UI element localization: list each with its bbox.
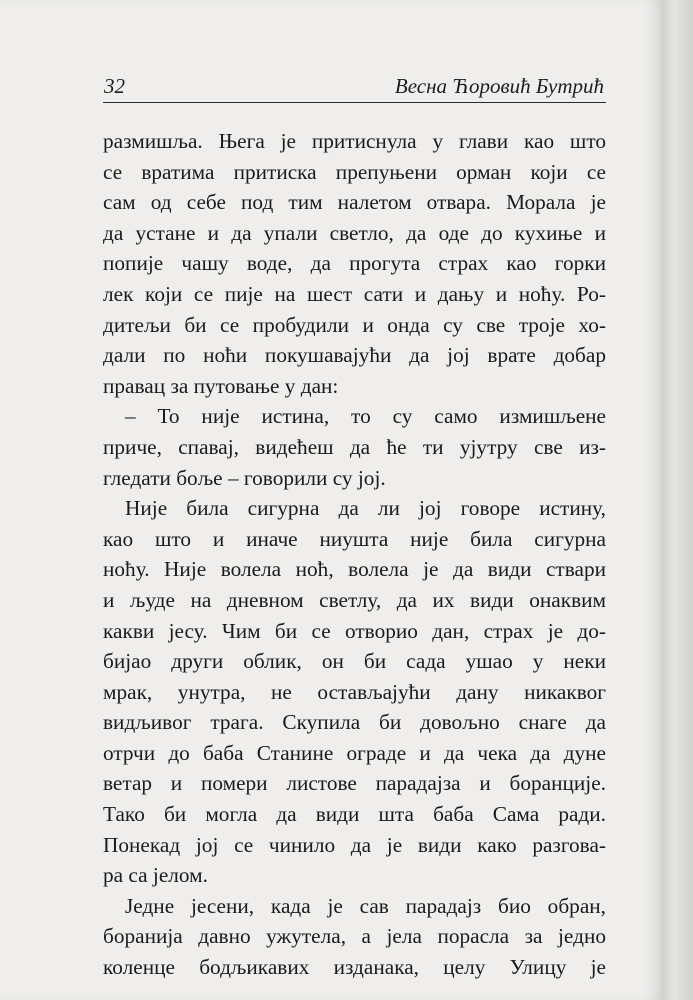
text-line: коленце бодљикавих изданака, целу Улицу је [103,955,606,980]
text-line: да устане и да упали светло, да оде до кухиње и [103,220,606,245]
page-number: 32 [104,74,125,98]
page-edge-shadow [662,0,693,1000]
text-line: Понекад јој се чинило да је види како разгова- [103,832,606,857]
text-line: гледати боље – говорили су јој. [103,465,386,490]
text-line: – То није истина, то су само измишљене [125,404,606,429]
text-line: отрчи до баба Станине ограде и да чека да дуне [103,740,606,765]
text-line: размишља. Њега је притиснула у глави као што [103,129,606,153]
text-line: лек који се пије на шест сати и дању и ноћу. Ро- [103,281,606,306]
text-line: дитељи би се пробудили и онда су све троје хо- [103,312,606,337]
text-line: сам од себе под тим налетом отвара. Морала је [103,190,606,215]
text-line: боранија давно ужутела, а јела порасла за једно [103,924,606,949]
text-line: правац за путовање у дан: [103,373,339,398]
text-line: какви јесу. Чим би се отворио дан, страх је до- [103,618,606,643]
text-line: се вратима притиска препуњени орман који се [103,159,606,184]
text-line: дали по ноћи покушавајући да јој врате добар [103,343,606,368]
text-line: мрак, унутра, не остављајући дану никаквог [103,679,606,704]
text-line: ноћу. Није волела ноћ, волела је да види ствари [103,557,606,582]
running-title: Весна Ћоровић Бутрић [394,74,604,98]
text-line: као што и иначе ниушта није била сигурна [103,526,606,551]
text-line: бијао други облик, он би сада ушао у неки [103,649,606,674]
text-line: Није била сигурна да ли јој говоре истину, [125,496,606,521]
text-line: ра са јелом. [103,863,208,888]
page-header [103,72,606,103]
text-line: ветар и помери листове парадајза и боранције. [103,771,606,796]
text-line: попије чашу воде, да прогута страх као горки [103,251,606,276]
text-line: видљивог трага. Скупила би довољно снаге да [103,710,606,735]
text-line: приче, спавај, видећеш да ће ти ујутру све из- [103,434,606,459]
body-text [103,126,606,983]
text-line: Тако би могла да види шта баба Сама ради. [103,802,606,827]
text-line: и људе на дневном светлу, да их види онаквим [103,587,606,612]
text-line: Једне јесени, када је сав парадајз био обран, [125,893,606,918]
